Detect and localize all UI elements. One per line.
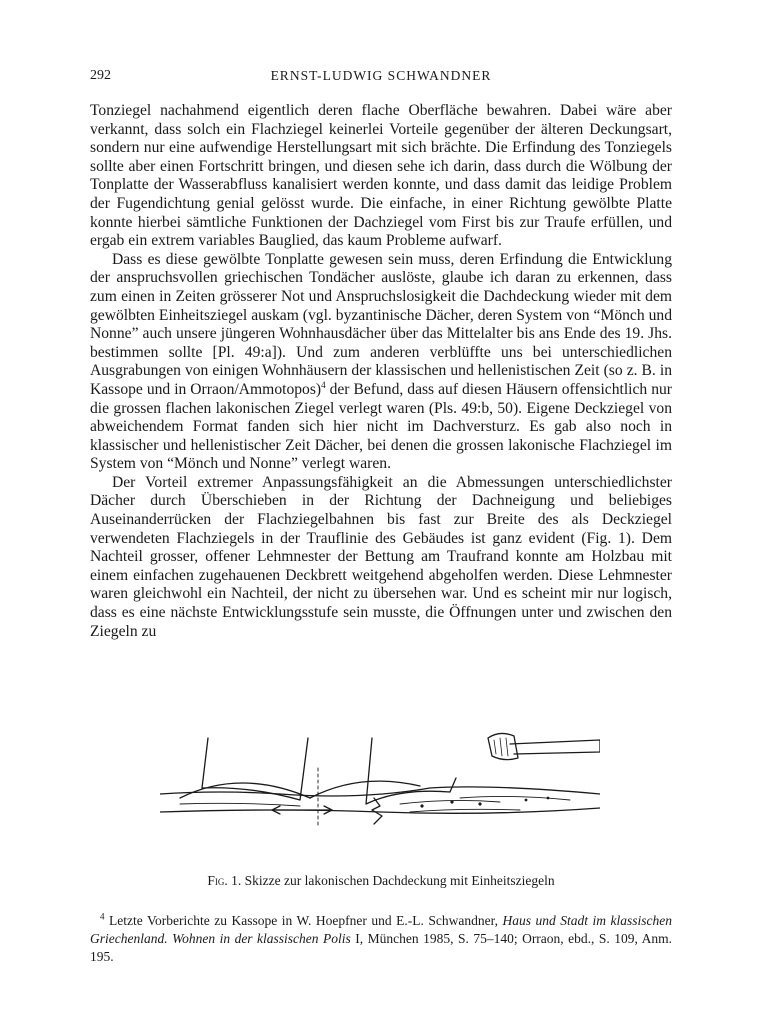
beam-bottom (160, 808, 600, 813)
footnote-ref[interactable]: 4 (321, 379, 326, 390)
figure-label: Fig. 1. (207, 873, 242, 888)
paragraph-1: Tonziegel nachahmend eigentlich deren flache Oberfläche bewahren. Dabei wäre aber verkannt, dass solch ein Flachziegel keinerlei Vorteile gegenüber der älteren Deckungsart, sondern nur eine aufwendige Herstellungsart mit sich brächte. Die Erfindung des Tonziegels sollte aber einen Fortschritt bringen, und diesen sehe ich darin, dass durch die Wölbung der Tonplatte der Wasserabfluss kanalisiert werden konnte, und dass damit das leidige Problem der Fugendichtung genial gelösst wurde. Die einfache, in einer Richtung gewölbte Platte konnte hierbei sämtliche Funktionen der Dachziegel vom First bis zur Traufe erfüllen, und ergab ein extrem variables Bauglied, das kaum Probleme aufwarf. (90, 102, 672, 250)
paragraph-2 (90, 251, 672, 474)
footnote-title: Haus und Stadt im klassischen Griechenland. Wohnen in der klassischen Polis (90, 913, 672, 946)
roof-tile-sketch (160, 728, 600, 854)
axe-handle (510, 740, 600, 754)
footnote-text-1: Letzte Vorberichte zu Kassope in W. Hoepfner und E.-L. Schwandner, (109, 913, 503, 928)
paragraph-3: Der Vorteil extremer Anpassungsfähigkeit an die Abmessungen unterschiedlichster Dächer durch Überschieben in der Richtung der Dachneigung und beliebiges Auseinanderrücken der Flachziegelbahnen bis fast zur Breite des als Deckziegel verwendeten Flachziegels in der Trauflinie des Gebäudes ist ganz evident (Fig. 1). Dem Nachteil grosser, offener Lehmnester der Bettung am Traufrand konnte am Holzbau mit einem einfachen zugehauenen Deckbrett weitgehend abgeholfen werden. Diese Lehmnester waren gleichwohl ein Nachteil, der nicht zu übersehen war. Und es scheint mir nur logisch, dass es eine nächste Entwicklungsstufe sein musste, die Öffnungen unter und zwischen den Ziegeln zu (90, 473, 672, 640)
figure-caption-text: Skizze zur lakonischen Dachdeckung mit Einheitsziegeln (244, 873, 555, 888)
body-text (90, 102, 672, 641)
footnote-text-2: I, München 1985, S. 75–140; Orraon, ebd., S. 109, Anm. 195. (90, 931, 673, 964)
axe-head (488, 733, 518, 759)
footnote-4 (90, 912, 672, 966)
figure-caption (0, 873, 762, 889)
board-break (372, 798, 382, 824)
paragraph-2-part-2: der Befund, dass auf diesen Häusern offensichtlich nur die grossen flachen lakonischen Ziegel verlegt waren (Pls. 49:b, 50). Eigene Deckziegel von abweichendem Format fanden sich hier nicht im Dachversturz. Es gab also noch in klassischer und hellenistischer Zeit Dächer, bei denen die grossen lakonische Flachziegel im System von “Mönch und Nonne” verlegt waren. (90, 380, 672, 473)
footnote-number: 4 (100, 911, 105, 922)
paragraph-2-part-1: Dass es diese gewölbte Tonplatte gewesen sein muss, deren Erfindung die Entwicklung der anspruchsvollen griechischen Tondächer auslöste, glaube ich daran zu erkennen, dass zum einen in Zeiten grösserer Not und Anspruchslosigkeit die Dachdeckung wieder mit dem gewölbten Einheitsziegel auskam (vgl. byzantinische Dächer, deren System von “Mönch und Nonne” auch unsere jüngeren Wohnhausdächer über das Mittelalter bis ans Ende des 19. Jhs. bestimmen sollte [Pl. 49:a]). Und zum anderen verblüffte uns bei unterschiedlichen Ausgrabungen von einigen Wohnhäusern der klassischen und hellenistischen Zeit (so z. B. in Kassope und in Orraon/Ammotopos) (90, 250, 672, 398)
running-head: ERNST-LUDWIG SCHWANDNER (270, 68, 492, 83)
tile-curve-1 (180, 783, 310, 798)
page-number: 292 (90, 68, 111, 83)
